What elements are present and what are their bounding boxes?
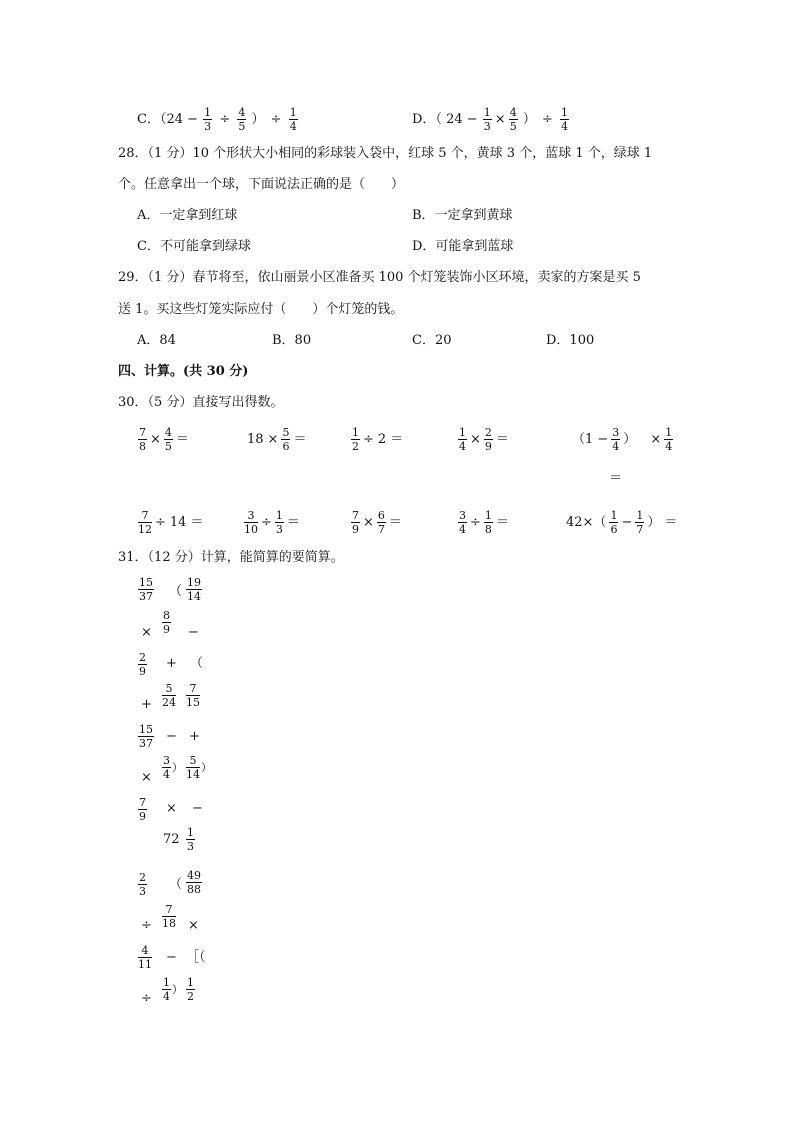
math-symbol: ＝ — [190, 514, 204, 530]
math-symbol: ） — [623, 431, 637, 447]
denominator: 4 — [665, 440, 673, 453]
calc-6-op2: ÷ — [141, 991, 152, 1006]
calc-2-f1 — [137, 652, 148, 677]
denominator: 3 — [204, 120, 212, 133]
fraction — [458, 427, 467, 452]
fraction — [611, 427, 620, 452]
calc-4-op1: × — [166, 801, 177, 816]
calc-1-op2: − — [188, 625, 199, 640]
denominator: 9 — [163, 623, 170, 636]
numerator: 3 — [244, 510, 258, 523]
calc-2-open: （ — [190, 656, 204, 671]
denominator: 3 — [139, 885, 146, 898]
math-symbol: × — [267, 431, 279, 447]
expr-r1c1 — [137, 427, 191, 452]
calc-2-f2 — [161, 683, 177, 708]
numerator: 7 — [139, 426, 146, 439]
fraction — [138, 577, 154, 602]
option-c: C．（24 − $\frac{1}{3}$ ÷ $\frac{4}{5}$ ） ÷ $\frac{1}{4}$ — [137, 106, 297, 133]
numerator: 7 — [352, 509, 359, 522]
numerator: 1 — [636, 509, 644, 522]
option-label: D． — [412, 112, 436, 127]
fraction — [186, 870, 202, 895]
expr-r1c5-equals: ＝ — [609, 471, 623, 486]
math-symbol: ÷ — [470, 514, 481, 530]
calc-1-op1: × — [141, 625, 152, 640]
numerator: 3 — [612, 426, 620, 439]
fraction — [244, 510, 258, 535]
expr-r2c3 — [350, 510, 404, 535]
denominator: 5 — [238, 120, 246, 133]
math-symbol: 18 — [247, 431, 264, 447]
calc-6-f1 — [137, 945, 153, 970]
denominator: 4 — [163, 768, 170, 781]
option-b: B．一定拿到黄球 — [412, 208, 513, 223]
math-symbol: ÷ — [155, 514, 166, 530]
calc-2-f3 — [185, 683, 201, 708]
denominator: 14 — [187, 590, 201, 603]
numerator: 1 — [484, 509, 492, 522]
denominator: 8 — [484, 523, 492, 536]
numerator: 1 — [665, 426, 673, 439]
calc-3-f3: $\frac{5}{14}$ ） — [186, 754, 212, 781]
calc-3-op1: − — [166, 729, 177, 744]
calc-4-f2 — [185, 827, 196, 852]
numerator: 1 — [187, 976, 194, 989]
option-c: C．20 — [412, 333, 452, 348]
math-symbol: ） — [647, 514, 661, 530]
fraction — [186, 577, 202, 602]
math-symbol: 2 — [377, 431, 387, 447]
expr-r2c4 — [457, 510, 511, 535]
fraction — [186, 755, 200, 780]
fraction — [162, 977, 171, 1002]
fraction — [351, 510, 360, 535]
numerator: 1 — [459, 426, 466, 439]
denominator: 6 — [610, 523, 618, 536]
denominator: 3 — [187, 840, 194, 853]
option-label: C． — [137, 112, 160, 127]
denominator: 5 — [509, 120, 517, 133]
section-heading: 四、计算。(共 30 分) — [118, 364, 249, 379]
denominator: 7 — [377, 523, 385, 536]
denominator: 37 — [139, 590, 153, 603]
calc-4-f1 — [137, 797, 148, 822]
math-symbol: 14 — [169, 514, 187, 530]
calc-2-op1: + — [166, 656, 177, 671]
math-symbol: ÷ — [270, 111, 282, 127]
fraction — [138, 797, 147, 822]
fraction — [609, 510, 618, 535]
denominator: 88 — [187, 883, 201, 896]
fraction — [483, 107, 492, 132]
fraction — [162, 610, 171, 635]
calc-5-open: （ — [169, 877, 183, 892]
denominator: 24 — [162, 696, 176, 709]
fraction — [281, 427, 290, 452]
fraction — [138, 872, 147, 897]
numerator: 7 — [139, 796, 146, 809]
math-symbol: ＝ — [293, 431, 307, 447]
fraction — [162, 683, 176, 708]
math-symbol: ＝ — [175, 431, 189, 447]
denominator: 2 — [187, 990, 194, 1003]
fraction — [138, 724, 154, 749]
calc-3-f1 — [137, 724, 155, 749]
calc-5-f2 — [185, 870, 203, 895]
numerator: 1 — [289, 106, 297, 119]
option-c: C．不可能拿到绿球 — [137, 239, 251, 254]
question-30-title: 30．（5 分）直接写出得数。 — [118, 395, 284, 410]
math-symbol: ＝ — [495, 431, 509, 447]
expr-r2c1 — [137, 510, 205, 535]
denominator: 4 — [612, 440, 620, 453]
denominator: 4 — [561, 120, 569, 133]
numerator: 2 — [484, 426, 492, 439]
numerator: 3 — [459, 509, 466, 522]
math-symbol: × — [650, 431, 662, 447]
denominator: 5 — [164, 440, 172, 453]
denominator: 9 — [139, 810, 146, 823]
fraction — [560, 107, 569, 132]
denominator: 15 — [186, 696, 200, 709]
fraction — [138, 510, 152, 535]
fraction — [664, 427, 673, 452]
expr-r2c5 — [564, 510, 679, 535]
question-29-line1: 29．（1 分）春节将至，依山丽景小区准备买 100 个灯笼装饰小区环境，卖家的方案是买 5 — [118, 270, 641, 285]
math-symbol: × — [363, 514, 374, 530]
fraction — [162, 755, 171, 780]
denominator: 3 — [483, 120, 491, 133]
expr-r1c5 — [570, 427, 674, 452]
fraction — [237, 107, 246, 132]
numerator: 1 — [187, 826, 194, 839]
fraction — [351, 427, 360, 452]
numerator: 3 — [163, 754, 170, 767]
question-31-title: 31．（12 分）计算，能简算的要简算。 — [118, 550, 344, 565]
fraction — [186, 683, 200, 708]
calc-5-f3 — [161, 904, 177, 929]
numerator: 15 — [139, 576, 153, 589]
denominator: 9 — [139, 665, 146, 678]
numerator: 1 — [610, 509, 618, 522]
fraction — [635, 510, 644, 535]
math-symbol: − — [621, 514, 633, 530]
option-d: D．可能拿到蓝球 — [412, 239, 514, 254]
numerator: 49 — [187, 869, 201, 882]
numerator: 1 — [275, 509, 283, 522]
question-29-line2: 送 1。买这些灯笼实际应付（ ）个灯笼的钱。 — [118, 302, 404, 317]
denominator: 9 — [484, 440, 492, 453]
denominator: 18 — [162, 917, 176, 930]
question-28-line2: 个。任意拿出一个球，下面说法正确的是（ ） — [118, 177, 405, 192]
calc-5-f1 — [137, 872, 148, 897]
fraction — [164, 427, 173, 452]
denominator: 4 — [459, 440, 466, 453]
fraction — [509, 107, 518, 132]
denominator: 37 — [139, 737, 153, 750]
fraction — [484, 427, 493, 452]
expr-r2c2 — [243, 510, 302, 535]
numerator: 4 — [509, 106, 517, 119]
calc-6-op1: − — [166, 950, 177, 965]
math-symbol: ＝ — [286, 514, 300, 530]
math-symbol: （1 − — [572, 431, 609, 447]
calc-2-op2: + — [141, 697, 152, 712]
numerator: 2 — [139, 871, 146, 884]
question-28-line1: 28．（1 分）10 个形状大小相同的彩球装入袋中，红球 5 个，黄球 3 个，蓝球 1 个，绿球 1 — [118, 146, 653, 161]
numerator: 4 — [164, 426, 172, 439]
calc-4-op2: − — [192, 801, 203, 816]
fraction — [186, 977, 195, 1002]
denominator: 11 — [138, 958, 152, 971]
denominator: 9 — [352, 523, 359, 536]
numerator: 1 — [483, 106, 491, 119]
fraction — [203, 107, 212, 132]
expr-r1c4 — [457, 427, 511, 452]
option-a: A．一定拿到红球 — [137, 208, 238, 223]
denominator: 4 — [163, 990, 170, 1003]
fraction — [289, 107, 298, 132]
denominator: 2 — [352, 440, 359, 453]
math-symbol: ÷ — [219, 111, 231, 127]
denominator: 4 — [459, 523, 466, 536]
numerator: 15 — [139, 723, 153, 736]
math-symbol: ＝ — [388, 514, 402, 530]
expr-r1c2 — [245, 427, 308, 452]
math-symbol: ÷ — [363, 431, 374, 447]
math-symbol: 42×（ — [566, 514, 607, 530]
numerator: 19 — [187, 576, 201, 589]
option-d: D．100 — [546, 333, 595, 348]
calc-6-open: ［（ — [186, 950, 206, 965]
calc-3-op2: + — [189, 729, 200, 744]
fraction — [275, 510, 284, 535]
calc-1-open: （ — [169, 584, 183, 599]
numerator: 5 — [186, 755, 200, 768]
numerator: 1 — [204, 106, 212, 119]
option-b: B．80 — [272, 333, 312, 348]
math-symbol: × — [150, 431, 161, 447]
fraction — [138, 427, 147, 452]
math-symbol: × — [470, 431, 481, 447]
math-symbol: ＝ — [495, 514, 509, 530]
fraction — [484, 510, 493, 535]
numerator: 5 — [162, 683, 176, 696]
denominator: 7 — [636, 523, 644, 536]
calc-1-f1 — [137, 577, 155, 602]
option-a: A．84 — [137, 333, 176, 348]
math-symbol: ÷ — [261, 514, 272, 530]
denominator: 6 — [282, 440, 290, 453]
denominator: 12 — [138, 523, 152, 536]
calc-3-op3: × — [141, 770, 152, 785]
numerator: 7 — [162, 904, 176, 917]
calc-6-f2: $\frac{1}{4}$ ） — [163, 976, 183, 1003]
denominator: 3 — [275, 523, 283, 536]
numerator: 7 — [138, 510, 152, 523]
fraction — [186, 827, 195, 852]
numerator: 6 — [377, 509, 385, 522]
numerator: 8 — [163, 609, 170, 622]
math-symbol: ＝ — [664, 514, 678, 530]
fraction — [458, 510, 467, 535]
numerator: 1 — [352, 426, 359, 439]
calc-1-f3 — [161, 610, 172, 635]
denominator: 10 — [244, 523, 258, 536]
calc-5-op1: ÷ — [141, 918, 152, 933]
numerator: 4 — [138, 945, 152, 958]
expr-r1c3 — [350, 427, 405, 452]
calc-4-a: 72 — [163, 832, 180, 847]
numerator: 2 — [139, 651, 146, 664]
math-symbol: ÷ — [541, 111, 553, 127]
calc-1-f2 — [185, 577, 203, 602]
numerator: 7 — [186, 683, 200, 696]
calc-6-f3 — [185, 977, 196, 1002]
fraction — [377, 510, 386, 535]
numerator: 1 — [561, 106, 569, 119]
denominator: 8 — [139, 440, 146, 453]
denominator: 4 — [289, 120, 297, 133]
fraction — [138, 652, 147, 677]
calc-3-f2: $\frac{3}{4}$ ） — [163, 754, 183, 781]
option-d: D．（ 24 − $\frac{1}{3}$ × $\frac{4}{5}$ ） ÷ $\frac{1}{4}$ — [412, 106, 569, 133]
calc-5-op2: × — [188, 918, 199, 933]
fraction — [138, 945, 152, 970]
numerator: 4 — [238, 106, 246, 119]
math-symbol: ＝ — [390, 431, 404, 447]
numerator: 1 — [163, 976, 170, 989]
math-symbol: × — [494, 111, 506, 127]
numerator: 5 — [282, 426, 290, 439]
fraction — [162, 904, 176, 929]
denominator: 14 — [186, 768, 200, 781]
